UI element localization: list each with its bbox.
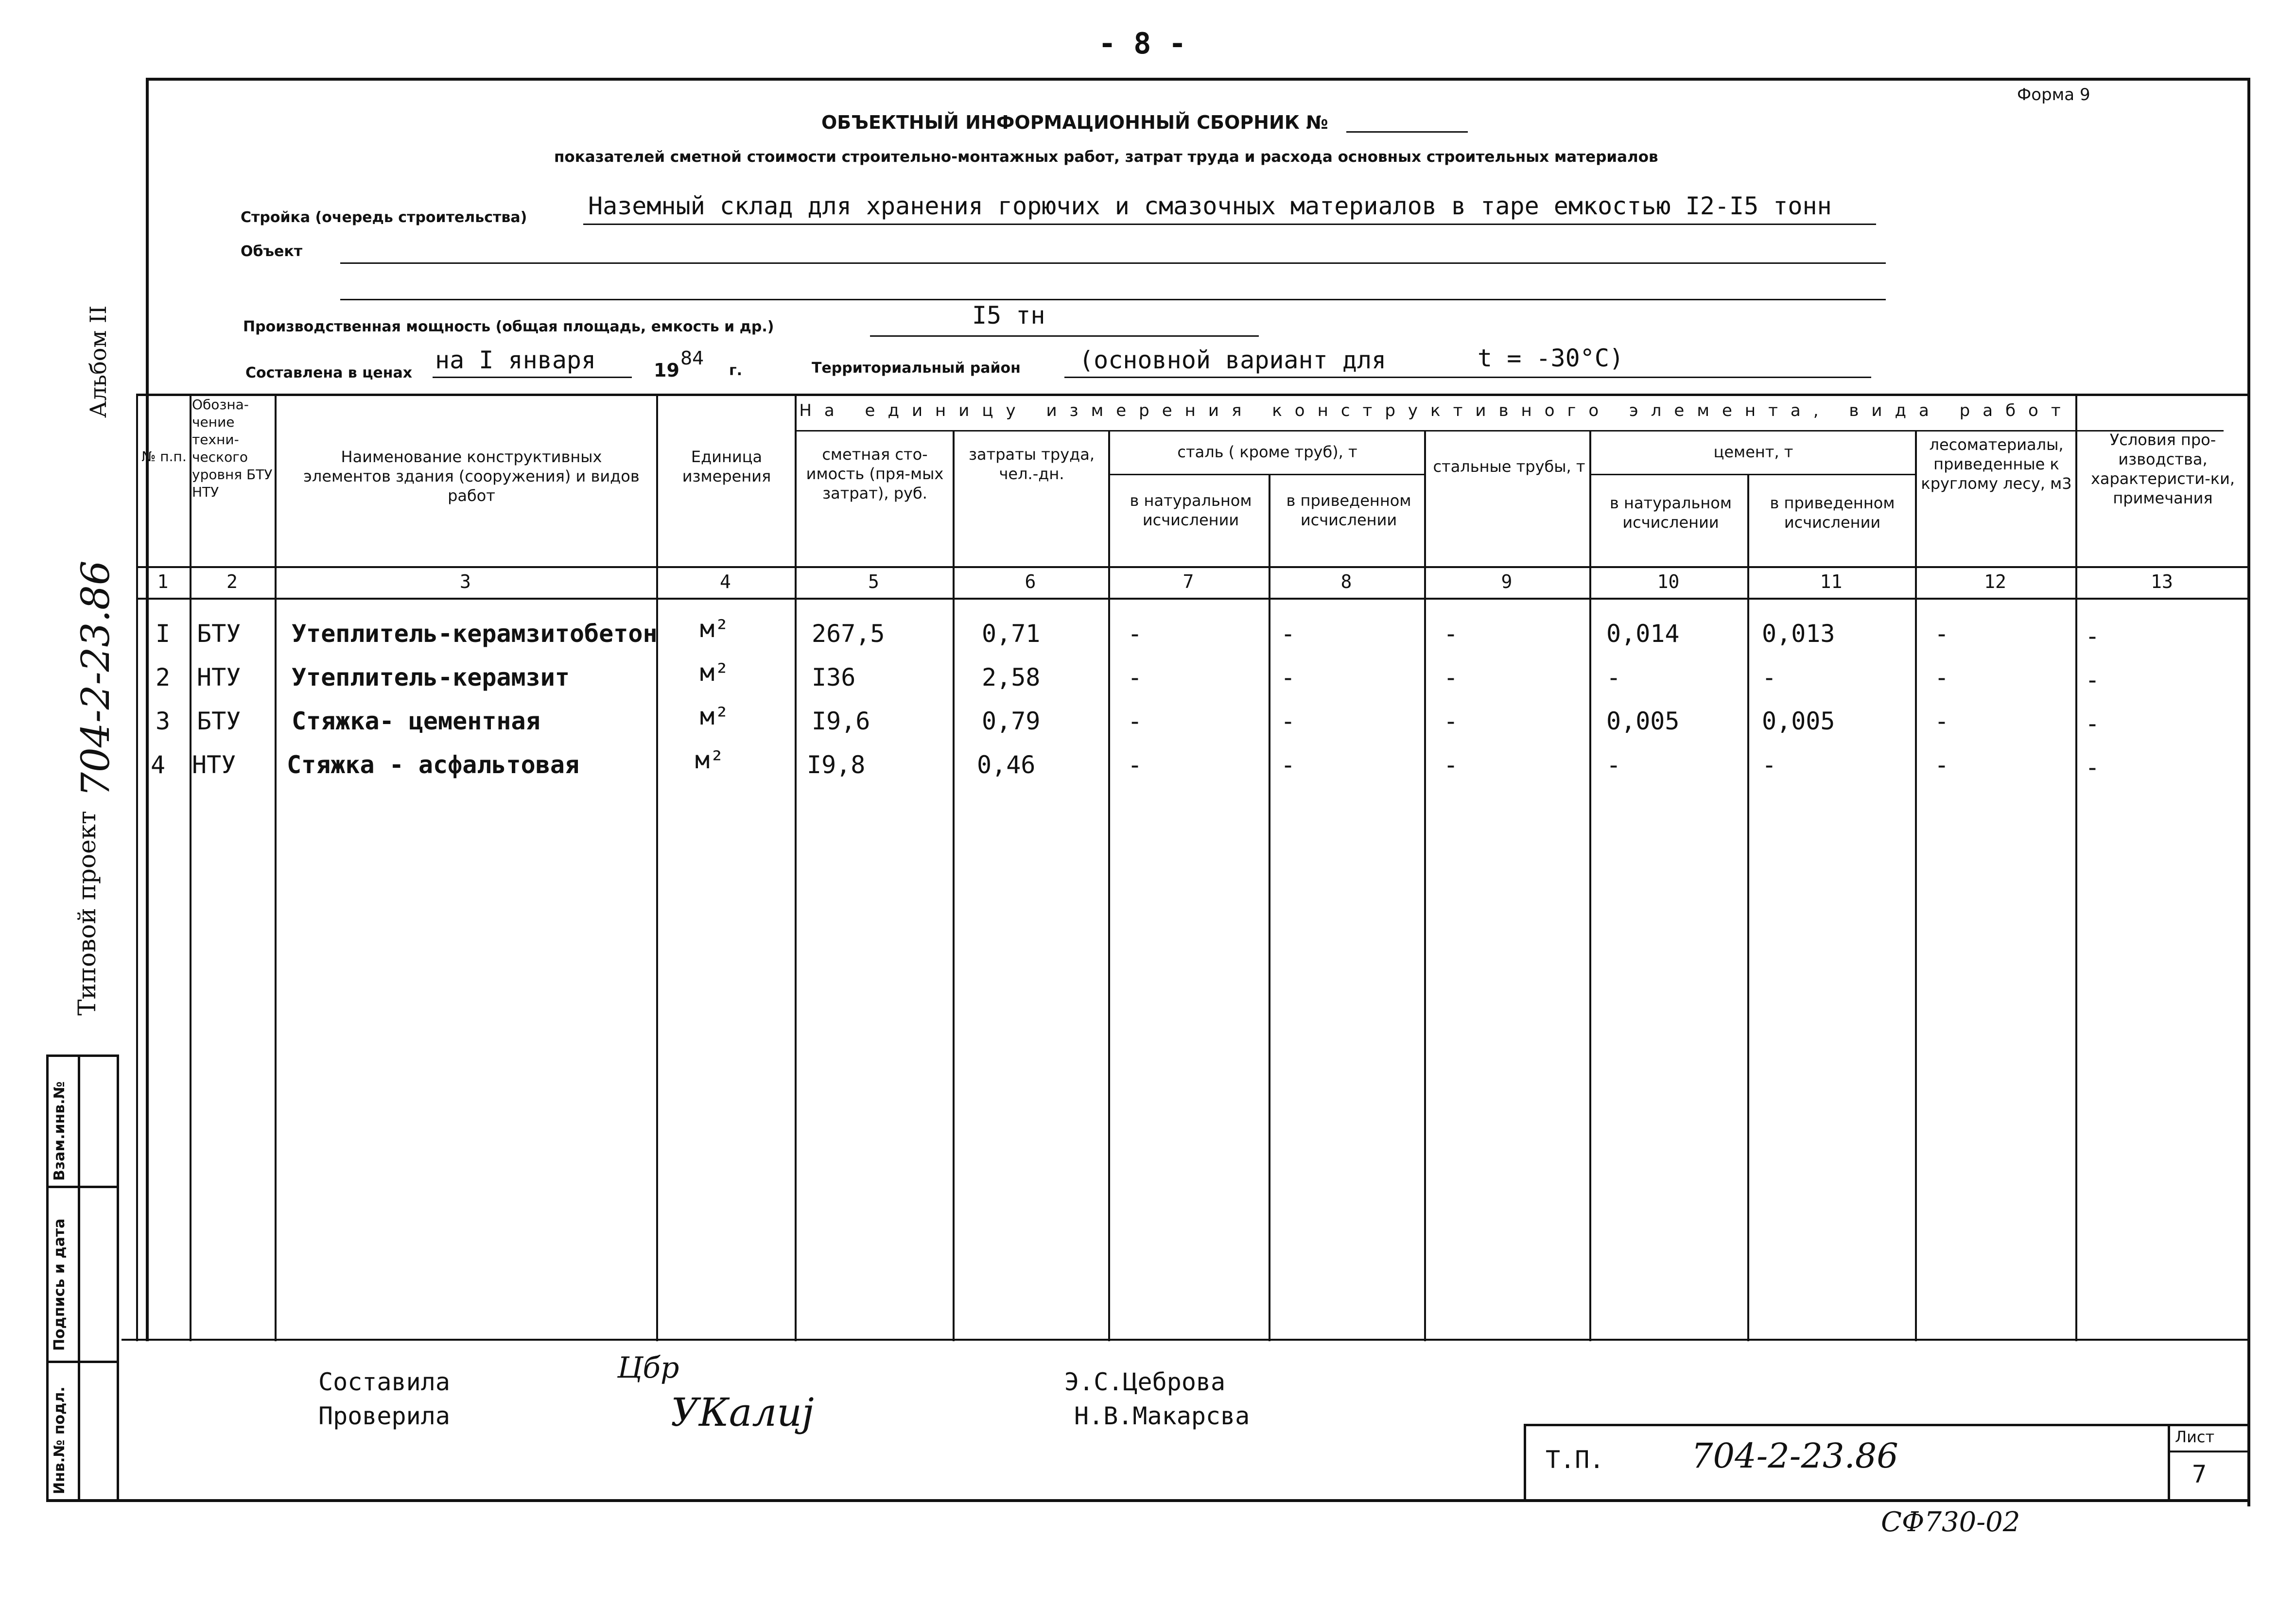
title-block-sheet-div [2168, 1424, 2170, 1502]
object-underline-1 [340, 262, 1886, 264]
region-label: Территориальный район [812, 360, 1021, 377]
header-tech-level: Обозна-чение техни-ческого уровня БТУ НТУ [192, 397, 273, 500]
stamp-right [117, 1054, 119, 1502]
construction-label: Стройка (очередь строительства) [241, 209, 527, 226]
signature-compiled: Цбр [617, 1351, 679, 1385]
col-number-7: 7 [1183, 571, 1194, 592]
number-underline [1346, 131, 1468, 133]
year-suffix: 84 [680, 347, 704, 369]
header-steel-pipes: стальные трубы, т [1433, 457, 1585, 476]
sheet-label: Лист [2175, 1428, 2215, 1446]
construction-value: Наземный склад для хранения горючих и смазочных материалов в таре емкостью I2-I5 тонн [588, 192, 1832, 220]
header-unit: Единица измерения [682, 448, 771, 485]
doc-subtitle: показателей сметной стоимости строительно-монтажных работ, затрат труда и расхода основных строительных материалов [554, 148, 1658, 166]
col-number-6: 6 [1025, 571, 1036, 592]
year-unit: г. [729, 362, 743, 379]
col-number-13: 13 [2151, 571, 2173, 592]
compiled-label: Составила [318, 1368, 450, 1396]
capacity-value: I5 тн [972, 301, 1045, 329]
stamp-top [46, 1054, 119, 1057]
col-number-4: 4 [720, 571, 731, 592]
project-label: Типовой проект [73, 811, 101, 1016]
col-number-2: 2 [226, 571, 238, 592]
tp-label: Т.П. [1546, 1446, 1604, 1474]
sheet-number: 7 [2192, 1460, 2207, 1488]
page-number: - 8 - [1098, 27, 1186, 61]
capacity-label: Производственная мощность (общая площадь, емкость и др.) [243, 318, 774, 335]
col-number-12: 12 [1984, 571, 2006, 592]
year-prefix: 19 [654, 360, 679, 381]
header-element-name: Наименование конструктивных элементов здания (сооружения) и видов работ [303, 448, 640, 505]
object-underline-2 [340, 299, 1886, 300]
temperature-value: t = -30°C) [1478, 344, 1624, 372]
prices-underline [433, 377, 632, 378]
prices-value: на I января [435, 346, 596, 374]
signature-checked: УКалиј [671, 1390, 814, 1435]
stamp-replacement-inv: Взам.инв.№ [51, 1081, 68, 1181]
col-number-11: 11 [1820, 571, 1843, 592]
object-label: Объект [241, 243, 303, 260]
stamp-left [46, 1054, 49, 1502]
title-block-sheet-line [2168, 1451, 2250, 1452]
header-cement-reduced: в приведенном исчислении [1770, 494, 1895, 532]
stamp-div-1 [46, 1186, 119, 1188]
col-number-5: 5 [868, 571, 879, 592]
album-label: Альбом II [85, 305, 111, 418]
col-number-9: 9 [1501, 571, 1513, 592]
header-timber: лесоматериалы, приведенные к круглому лесу, м3 [1921, 435, 2072, 493]
bottom-code: СФ730-02 [1881, 1506, 2020, 1538]
doc-title: ОБЪЕКТНЫЙ ИНФОРМАЦИОННЫЙ СБОРНИК № [821, 112, 1328, 133]
header-labor: затраты труда, чел.-дн. [968, 445, 1095, 483]
title-block-left [1524, 1424, 1526, 1502]
header-cement-natural: в натуральном исчислении [1609, 494, 1732, 532]
stamp-signature-date: Подпись и дата [51, 1218, 68, 1351]
checked-name: Н.В.Макарсва [1074, 1402, 1250, 1430]
title-block-top [1524, 1424, 2250, 1426]
col-number-3: 3 [460, 571, 471, 592]
project-code-handwritten: 704-2-23.86 [73, 560, 118, 797]
form-label: Форма 9 [2017, 85, 2090, 104]
col-number-8: 8 [1340, 571, 1352, 592]
construction-underline [583, 224, 1876, 225]
header-conditions: Условия про-изводства, характеристи-ки, примечания [2090, 431, 2235, 507]
header-cost: сметная сто-имость (пря-мых затрат), руб. [806, 445, 944, 502]
checked-label: Проверила [318, 1402, 450, 1430]
stamp-mid [78, 1054, 80, 1502]
capacity-underline [870, 335, 1259, 337]
region-value: (основной вариант для [1079, 346, 1387, 374]
header-cement: цемент, т [1713, 443, 1793, 461]
col-number-10: 10 [1657, 571, 1680, 592]
header-steel-natural: в натуральном исчислении [1130, 491, 1252, 529]
region-underline [1064, 377, 1871, 378]
header-steel: сталь ( кроме труб), т [1177, 443, 1357, 461]
group-header: На единицу измерения конструктивного элемента, вида работ [799, 401, 2073, 420]
stamp-div-2 [46, 1361, 119, 1363]
col-number-1: 1 [157, 571, 169, 592]
header-steel-reduced: в приведенном исчислении [1286, 491, 1411, 529]
main-table: На единицу измерения конструктивного элемента, вида работ № п.п. Обозна-чение техни-ческого уровня БТУ НТУ Наименование конструктивных элементов здания (сооружения) и видов работ Единица измерения сметная сто-имость (пря-мых затрат), руб. затраты труда, чел.-дн. сталь ( кроме труб), т в натуральном исчислении в приведенном исчислении стальные трубы, т цемент, т в натуральном исчислении в приведенном исчислении лесоматериалы, приведенные к круглому лесу, м3 Условия про-изводства, характеристи-ки, примечания 1 2 3 4 5 6 7 8 9 10 11 12 13 I БТУ Утеплитель-керамзитобетон м² 267,5 0,71 - - - 0,014 0,013 - - 2 НТУ Утеплитель-керамзит м² I36 2,58 - - - - - - - 3 БТУ Стяжка- цементная м² I9,6 0,79 - - - 0,005 0,005 - - 4 НТУ Стяжка - асфальтовая м² I9,8 0,46 - - - - - - - [136, 394, 2250, 1341]
tp-code: 704-2-23.86 [1691, 1436, 1898, 1476]
frame-top [146, 78, 2250, 81]
stamp-original-inv: Инв.№ подл. [51, 1386, 68, 1494]
header-number: № п.п. [141, 449, 187, 465]
frame-bottom [46, 1499, 2250, 1502]
compiled-name: Э.С.Цеброва [1064, 1368, 1226, 1396]
prices-label: Составлена в ценах [245, 364, 413, 381]
